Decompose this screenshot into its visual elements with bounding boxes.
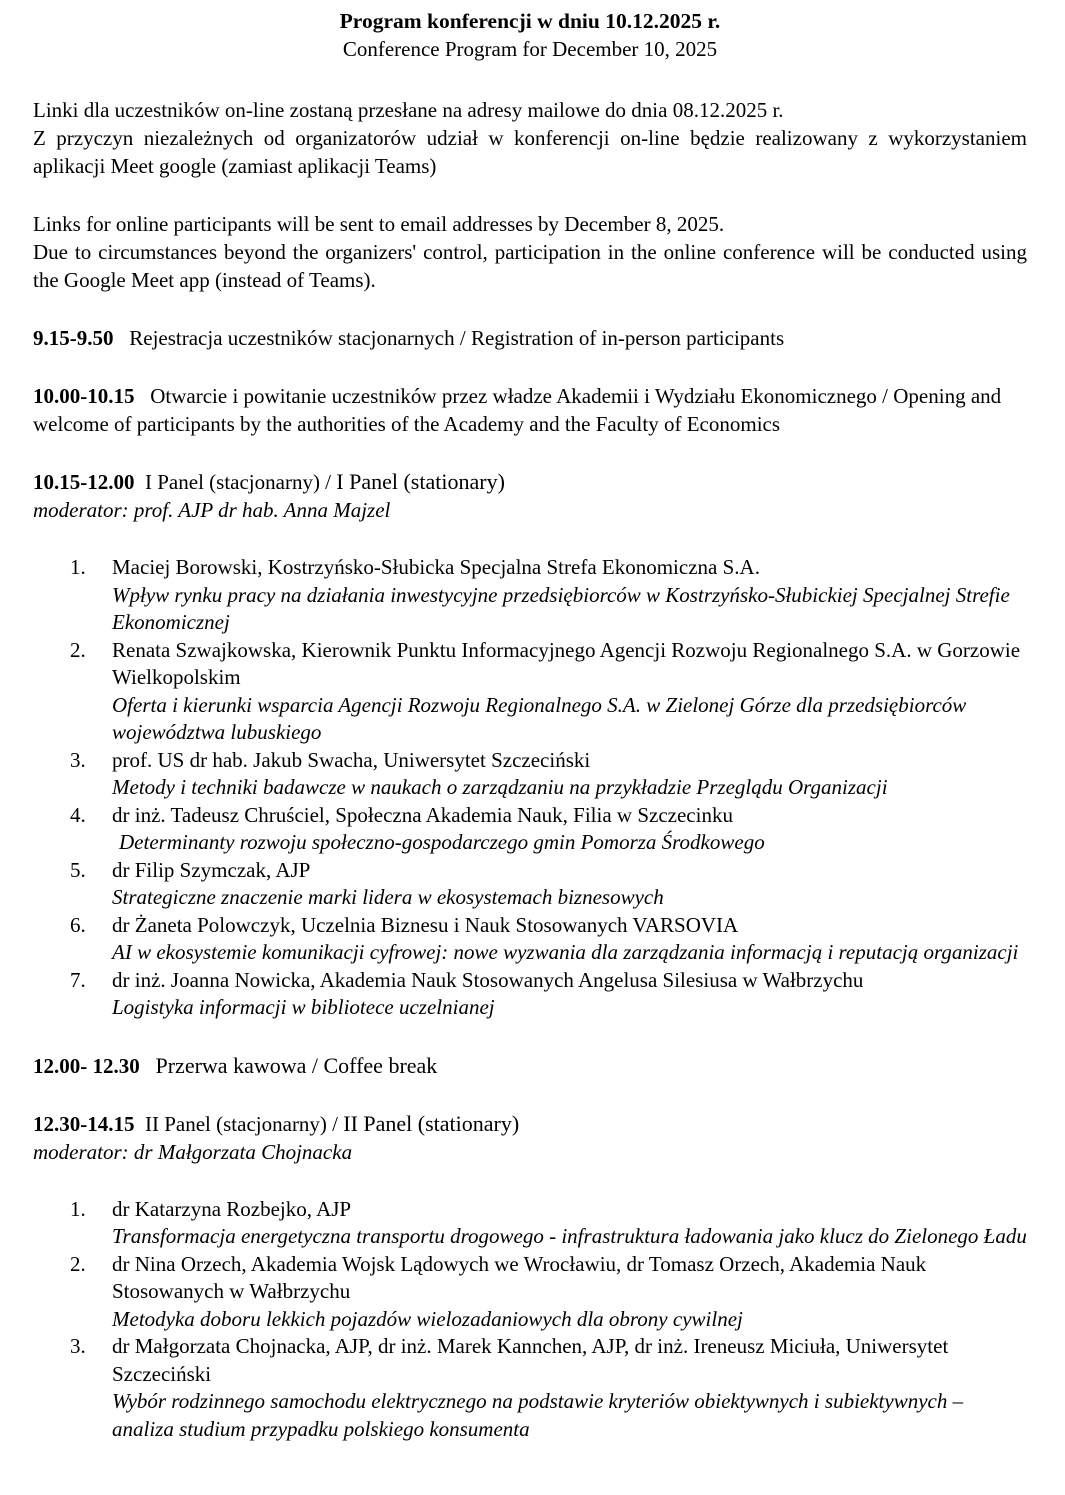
panel1-title-en: I Panel (stationary) xyxy=(336,469,505,494)
list-item-number: 2. xyxy=(70,637,86,662)
opening-time: 10.00-10.15 xyxy=(33,384,135,408)
list-item-number: 6. xyxy=(70,912,86,937)
page-subtitle: Conference Program for December 10, 2025 xyxy=(342,37,718,61)
break-text: Przerwa kawowa / Coffee break xyxy=(155,1052,438,1078)
speaker-name: dr Katarzyna Rozbejko, AJP xyxy=(112,1196,352,1221)
list-item xyxy=(33,1333,1027,1443)
panel1-moderator: moderator: prof. AJP dr hab. Anna Majzel xyxy=(33,498,391,522)
panel2-list xyxy=(33,1196,1027,1444)
speaker-name: dr Żaneta Polowczyk, Uczelnia Biznesu i Nauk Stosowanych VARSOVIA xyxy=(112,912,739,937)
talk-title: Determinanty rozwoju społeczno-gospodarczego gmin Pomorza Środkowego xyxy=(119,830,765,854)
talk-title: Metody i techniki badawcze w naukach o zarządzaniu na przykładzie Przeglądu Organizacji xyxy=(112,775,888,799)
list-item-number: 2. xyxy=(70,1251,86,1276)
registration-time: 9.15-9.50 xyxy=(33,326,114,350)
speaker-name: dr Filip Szymczak, AJP xyxy=(112,857,311,882)
notice-en-line1: Links for online participants will be sent to email addresses by December 8, 2025. xyxy=(33,212,725,236)
list-item xyxy=(33,912,1027,967)
talk-title: Wybór rodzinnego samochodu elektrycznego na podstawie kryteriów obiektywnych i subiektywnych – analiza studium przypadku polskiego konsumenta xyxy=(112,1389,964,1441)
list-item xyxy=(33,1251,1027,1334)
list-item xyxy=(33,1196,1027,1251)
list-item-number: 7. xyxy=(70,967,86,992)
list-item xyxy=(33,554,1027,637)
talk-title: AI w ekosystemie komunikacji cyfrowej: nowe wyzwania dla zarządzania informacją i reputacją organizacji xyxy=(112,940,1019,964)
opening-entry xyxy=(33,382,1027,438)
panel1-title-pl: I Panel (stacjonarny) / xyxy=(145,470,337,494)
panel2-heading xyxy=(33,1110,1027,1138)
notice-pl-line2: Z przyczyn niezależnych od organizatorów udział w konferencji on-line będzie realizowany z wykorzystaniem aplikacji Meet google (zamiast aplikacji Teams) xyxy=(33,126,1027,178)
list-item-number: 3. xyxy=(70,747,86,772)
list-item-number: 1. xyxy=(70,555,86,579)
program-document xyxy=(33,6,1027,1443)
list-item xyxy=(33,747,1027,802)
talk-title: Transformacja energetyczna transportu drogowego - infrastruktura ładowania jako klucz do Zielonego Ładu xyxy=(112,1224,1027,1248)
panel2-moderator: moderator: dr Małgorzata Chojnacka xyxy=(33,1139,353,1164)
panel1-list xyxy=(33,554,1027,1022)
list-item-number: 4. xyxy=(70,802,86,827)
list-item xyxy=(33,802,1027,857)
list-item-number: 1. xyxy=(70,1196,86,1221)
panel1-heading xyxy=(33,468,1027,496)
page-title: Program konferencji w dniu 10.12.2025 r. xyxy=(339,9,721,33)
break-time: 12.00- 12.30 xyxy=(33,1053,140,1078)
list-item xyxy=(33,967,1027,1022)
speaker-name: Renata Szwajkowska, Kierownik Punktu Informacyjnego Agencji Rozwoju Regionalnego S.A. w Gorzowie Wielkopolskim xyxy=(112,637,1021,689)
list-item-number: 5. xyxy=(70,857,86,882)
list-item xyxy=(33,637,1027,747)
speaker-name: dr Małgorzata Chojnacka, AJP, dr inż. Marek Kannchen, AJP, dr inż. Ireneusz Miciuła, Uniwersytet Szczeciński xyxy=(112,1334,949,1386)
talk-title: Logistyka informacji w bibliotece uczelnianej xyxy=(112,995,495,1019)
break-entry xyxy=(33,1052,1027,1080)
speaker-name: dr Nina Orzech, Akademia Wojsk Lądowych we Wrocławiu, dr Tomasz Orzech, Akademia Nauk Stosowanych w Wałbrzychu xyxy=(112,1251,927,1303)
panel2-time: 12.30-14.15 xyxy=(33,1111,135,1136)
registration-entry xyxy=(33,324,1027,352)
panel2-title-pl: II Panel (stacjonarny) / xyxy=(145,1111,344,1136)
speaker-name: prof. US dr hab. Jakub Swacha, Uniwersytet Szczeciński xyxy=(112,747,591,772)
registration-text: Rejestracja uczestników stacjonarnych / Registration of in-person participants xyxy=(129,326,785,350)
talk-title: Strategiczne znaczenie marki lidera w ekosystemach biznesowych xyxy=(112,885,664,909)
panel2-title-en: II Panel (stationary) xyxy=(343,1110,520,1136)
speaker-name: dr inż. Joanna Nowicka, Akademia Nauk Stosowanych Angelusa Silesiusa w Wałbrzychu xyxy=(112,967,864,992)
opening-text: Otwarcie i powitanie uczestników przez władze Akademii i Wydziału Ekonomicznego / Opening and welcome of participants by the authorities of the Academy and the Faculty of Economics xyxy=(33,384,1002,436)
talk-title: Wpływ rynku pracy na działania inwestycyjne przedsiębiorców w Kostrzyńsko-Słubickiej Specjalnej Strefie Ekonomicznej xyxy=(112,582,1010,634)
speaker-name: dr inż. Tadeusz Chruściel, Społeczna Akademia Nauk, Filia w Szczecinku xyxy=(112,802,733,827)
notice-en-line2: Due to circumstances beyond the organizers' control, participation in the online conference will be conducted using the Google Meet app (instead of Teams). xyxy=(33,240,1027,292)
list-item xyxy=(33,857,1027,912)
speaker-name: Maciej Borowski, Kostrzyńsko-Słubicka Specjalna Strefa Ekonomiczna S.A. xyxy=(112,555,760,579)
panel1-time: 10.15-12.00 xyxy=(33,470,135,494)
talk-title: Oferta i kierunki wsparcia Agencji Rozwoju Regionalnego S.A. w Zielonej Górze dla przedsiębiorców województwa lubuskiego xyxy=(112,692,967,744)
notice-pl-line1: Linki dla uczestników on-line zostaną przesłane na adresy mailowe do dnia 08.12.2025 r. xyxy=(33,98,784,122)
talk-title: Metodyka doboru lekkich pojazdów wielozadaniowych dla obrony cywilnej xyxy=(112,1306,743,1331)
list-item-number: 3. xyxy=(70,1334,86,1358)
